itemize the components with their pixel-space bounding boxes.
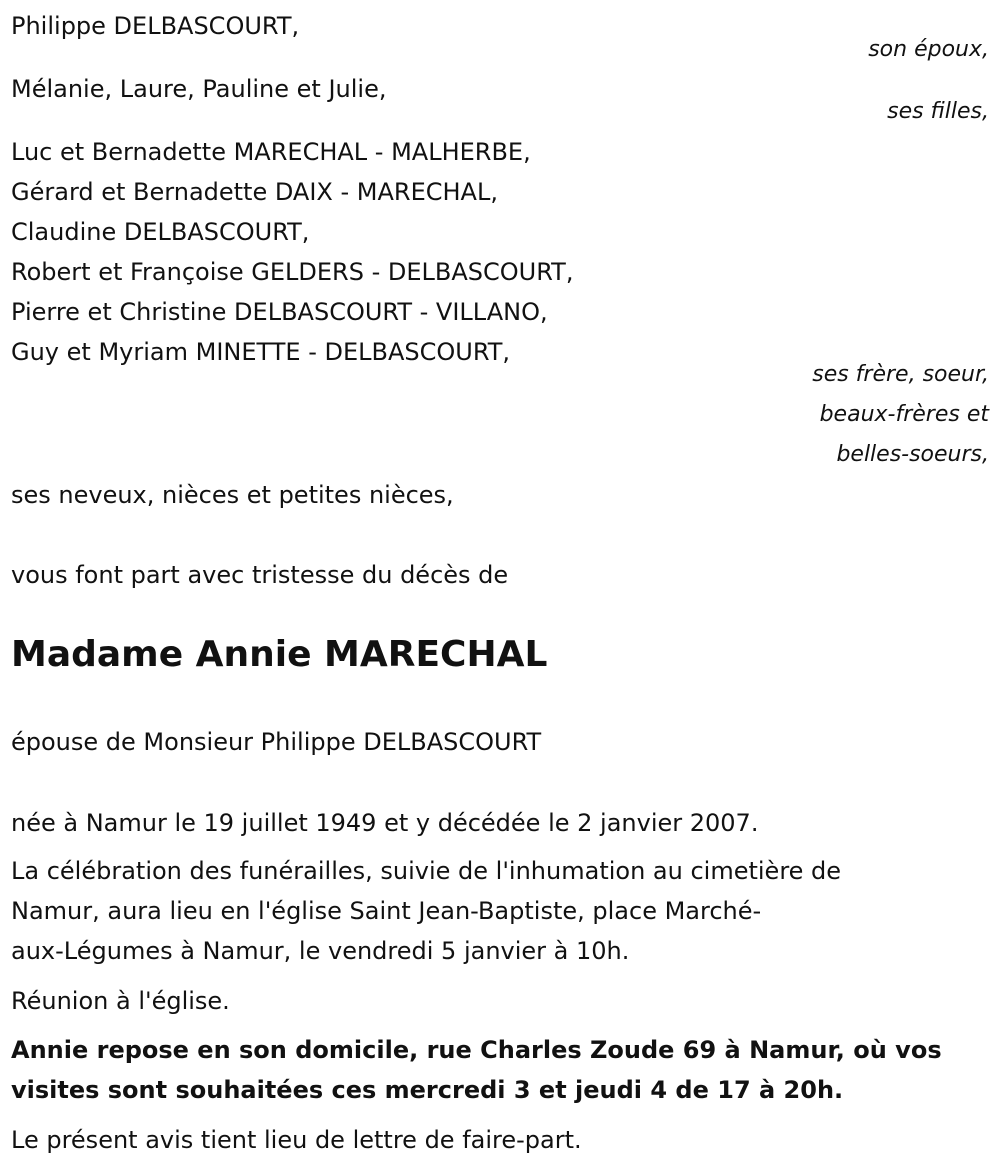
daughters-names: Mélanie, Laure, Pauline et Julie, [11,75,387,103]
nephews-line: ses neveux, nièces et petites nièces, [11,481,454,509]
intro-line: vous font part avec tristesse du décès de [11,561,509,589]
spouse-name: Philippe DELBASCOURT, [11,12,300,40]
sibling-line: Luc et Bernadette MARECHAL - MALHERBE, [11,138,531,166]
closing-line: Le présent avis tient lieu de lettre de faire-part. [11,1126,582,1154]
spouse-of-line: épouse de Monsieur Philippe DELBASCOURT [11,728,542,756]
sibling-line: Claudine DELBASCOURT, [11,218,310,246]
siblings-role-line: beaux-frères et [819,402,989,427]
daughters-role: ses filles, [887,99,989,124]
birth-death-line: née à Namur le 19 juillet 1949 et y décédée le 2 janvier 2007. [11,809,759,837]
funeral-line: La célébration des funérailles, suivie de l'inhumation au cimetière de [11,857,842,885]
sibling-line: Pierre et Christine DELBASCOURT - VILLANO, [11,298,548,326]
deceased-name: Madame Annie MARECHAL [11,634,548,675]
spouse-role: son époux, [868,37,989,62]
funeral-line: aux-Légumes à Namur, le vendredi 5 janvier à 10h. [11,937,630,965]
visits-line: Annie repose en son domicile, rue Charles Zoude 69 à Namur, où vos [11,1036,942,1064]
sibling-line: Guy et Myriam MINETTE - DELBASCOURT, [11,338,511,366]
reunion-line: Réunion à l'église. [11,987,230,1015]
sibling-line: Robert et Françoise GELDERS - DELBASCOURT, [11,258,574,286]
sibling-line: Gérard et Bernadette DAIX - MARECHAL, [11,178,498,206]
siblings-role-line: belles-soeurs, [836,442,989,467]
funeral-line: Namur, aura lieu en l'église Saint Jean-Baptiste, place Marché- [11,897,762,925]
siblings-role-line: ses frère, soeur, [812,362,989,387]
visits-line: visites sont souhaitées ces mercredi 3 et jeudi 4 de 17 à 20h. [11,1076,844,1104]
